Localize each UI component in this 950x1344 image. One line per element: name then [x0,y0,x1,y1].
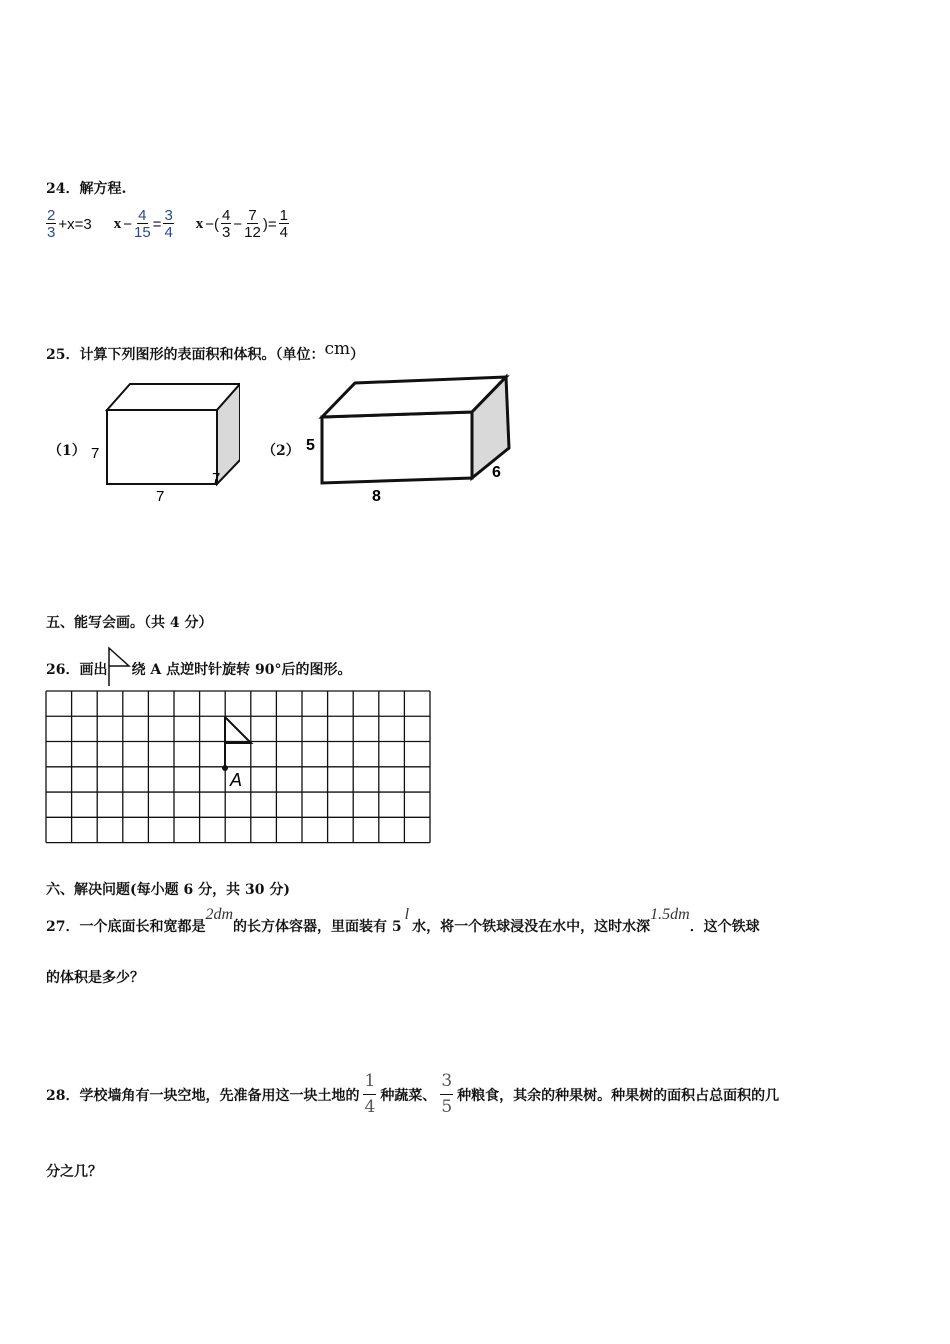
eq1-fraction: $\frac{2}{3}$ [47,207,56,241]
q27-water-depth: 1.5dm [650,906,690,923]
cuboid-figure [300,370,520,505]
section6-title: 六、解决问题(每小题 6 分，共 30 分) [46,882,290,898]
rotation-grid [45,690,432,846]
eq3-fraction-1: $\frac{4}{3}$ [222,207,231,241]
grid-flag-shape [225,717,251,743]
cuboid-length-label: 8 [372,488,381,505]
cuboid-width-label: 6 [492,464,501,481]
flag-icon [107,646,131,688]
eq3-x: x [195,215,204,232]
point-a-dot [222,765,228,771]
q28-fraction-vegetables: $\frac{1}{4}$ [364,1071,376,1117]
fig1-tag: （1） [48,443,86,459]
point-a-label: A [230,770,243,790]
eq2-x: x [113,215,122,232]
fig2-tag: （2） [262,443,300,459]
q24-label: 24．解方程. [46,181,127,197]
cube-front-face [107,410,217,484]
q25-label: 25．计算下列图形的表面积和体积。（单位：cm） [46,339,365,363]
eq3-fraction-3: $\frac{1}{4}$ [279,207,288,241]
q25-unit: cm [324,339,351,359]
section5-title: 五、能写会画。（共 4 分） [46,615,213,631]
q27-line1: 27．一个底面长和宽都是2dm的长方体容器，里面装有 5l水，将一个铁球浸没在水中，这时水深1.5dm．这个铁球 [46,906,760,935]
cube-figure [80,375,240,510]
cuboid-front-face [322,412,472,483]
q27-volume-unit: l [404,906,410,923]
eq2-fraction-1: $\frac{4}{15}$ [133,207,151,241]
cube-width-label: 7 [212,470,221,487]
q28-line2: 分之几？ [46,1164,102,1180]
cube-length-label: 7 [156,488,165,505]
grid-lines [46,691,430,843]
q28-line1: 28．学校墙角有一块空地，先准备用这一块土地的 $\frac{1}{4}$ 种蔬菜、 $\frac{3}{5}$ 种粮食，其余的种果树。种果树的面积占总面积的几 [46,1071,780,1117]
eq1-rest: +x=3 [58,215,92,233]
eq3-fraction-2: $\frac{7}{12}$ [244,207,261,241]
cube-height-label: 7 [91,445,100,462]
q28-fraction-grain: $\frac{3}{5}$ [441,1071,453,1117]
q27-line2: 的体积是多少？ [46,970,144,986]
cuboid-height-label: 5 [306,437,315,454]
q26-label: 26．画出 绕 A 点逆时针旋转 90°后的图形。 [46,650,351,688]
q24-equations: $\frac{2}{3}$ +x=3 x − $\frac{4}{15}$ = $\frac{3}{4}$ x −( $\frac{4}{3}$ − $\frac{7}{12}$ )= $\frac{1}{4}$ [47,207,288,241]
q27-base-size: 2dm [205,906,234,923]
eq2-fraction-2: $\frac{3}{4}$ [164,207,173,241]
